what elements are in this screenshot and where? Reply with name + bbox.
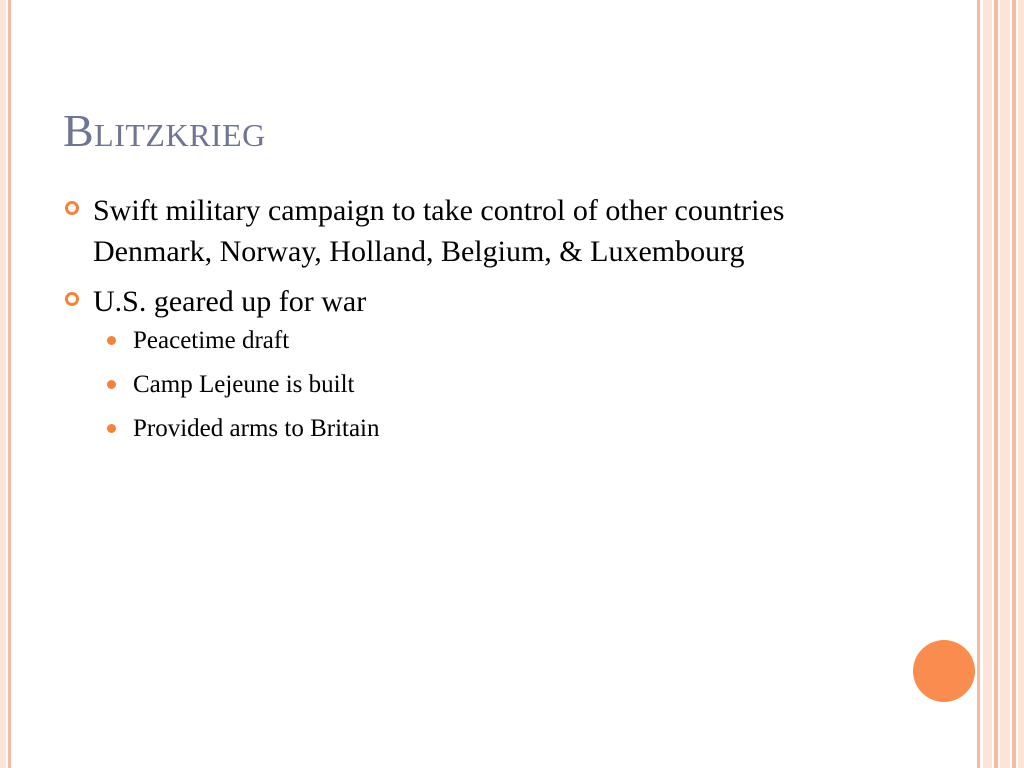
bullet-text: U.S. geared up for war — [93, 285, 367, 318]
left-border-stripe — [0, 0, 6, 768]
bullet-item — [63, 190, 863, 272]
sub-bullet-item — [93, 370, 863, 400]
sub-bullet-list — [93, 326, 863, 444]
filled-dot-bullet-icon — [107, 424, 116, 433]
sub-bullet-text: Camp Lejeune is built — [133, 371, 355, 398]
sub-bullet-text: Provided arms to Britain — [133, 415, 380, 442]
right-border-line — [994, 0, 998, 768]
bullet-item — [63, 281, 863, 444]
right-border-line — [1012, 0, 1016, 768]
sub-bullet-item — [93, 414, 863, 444]
hollow-circle-bullet-icon — [65, 292, 79, 306]
right-border-stripe — [983, 0, 992, 768]
left-border-line — [8, 0, 11, 768]
slide-title: Blitzkrieg — [63, 105, 266, 156]
filled-dot-bullet-icon — [107, 336, 116, 345]
sub-bullet-item — [93, 326, 863, 356]
bullet-text: Swift military campaign to take control of other countries Denmark, Norway, Holland, Belgium, & Luxembourg — [93, 194, 785, 268]
filled-dot-bullet-icon — [107, 380, 116, 389]
right-border-stripe — [1018, 0, 1024, 768]
right-border-line — [977, 0, 980, 768]
orange-circle-decoration — [913, 640, 975, 702]
sub-bullet-text: Peacetime draft — [133, 327, 290, 354]
hollow-circle-bullet-icon — [65, 201, 79, 215]
right-border-stripe — [1000, 0, 1010, 768]
bullet-list — [63, 190, 863, 458]
